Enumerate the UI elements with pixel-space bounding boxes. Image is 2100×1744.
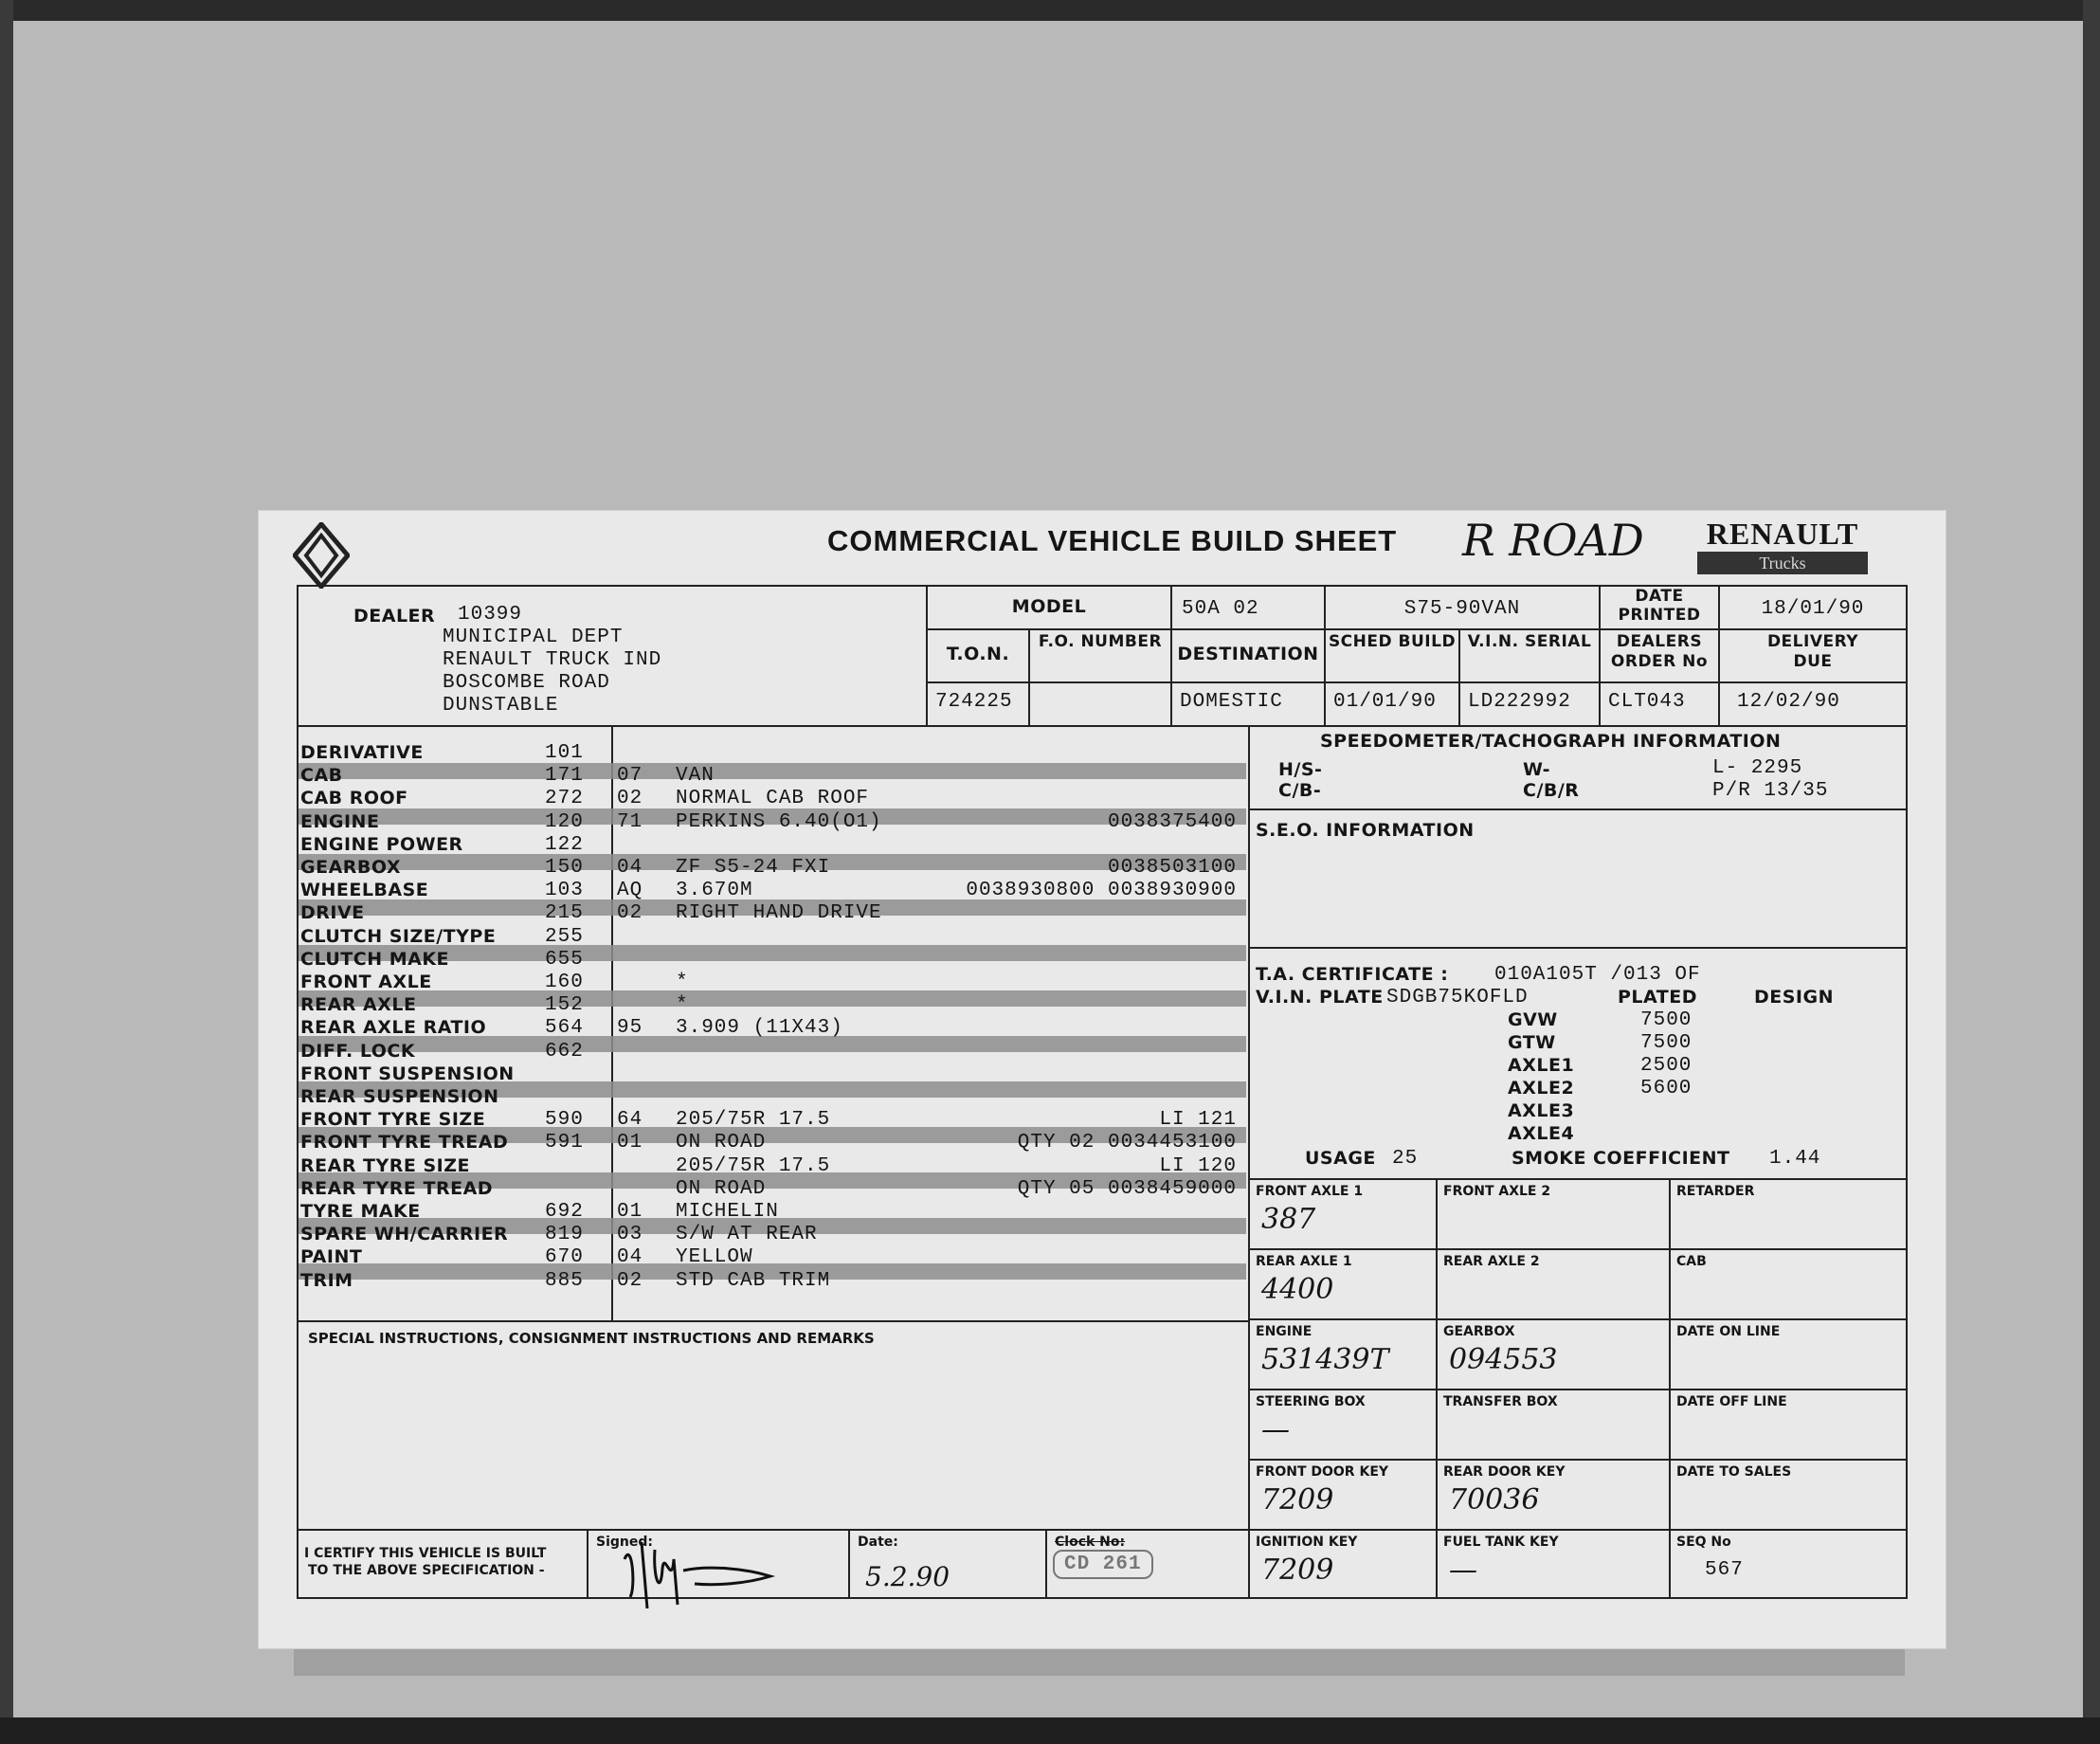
spec-row-label: TYRE MAKE <box>300 1201 421 1222</box>
grid-cell-label: IGNITION KEY <box>1256 1535 1358 1550</box>
speedo-hs: H/S- <box>1278 759 1323 780</box>
spec-row-description: RIGHT HAND DRIVE <box>676 902 882 924</box>
speedo-w: W- <box>1523 759 1550 780</box>
speedo-title: SPEEDOMETER/TACHOGRAPH INFORMATION <box>1320 731 1782 752</box>
spec-row-label: DRIVE <box>300 902 365 923</box>
renault-trucks-logo: RENAULT Trucks <box>1697 517 1868 574</box>
grid-cell-label: FRONT DOOR KEY <box>1256 1464 1389 1480</box>
smoke-coefficient-label: SMOKE COEFFICIENT <box>1512 1148 1730 1169</box>
spec-row-description: ON ROAD <box>676 1178 767 1200</box>
spec-row-label: CLUTCH SIZE/TYPE <box>300 926 497 947</box>
spec-row-code: 885 <box>545 1270 584 1292</box>
smoke-coefficient-value: 1.44 <box>1769 1148 1821 1170</box>
spec-row-description: ZF S5-24 FXI <box>676 857 831 879</box>
grid-cell-label: DATE OFF LINE <box>1676 1394 1787 1409</box>
plated-label: PLATED <box>1618 987 1697 1008</box>
destination-value: DOMESTIC <box>1180 691 1283 713</box>
spec-row-description: * <box>676 994 689 1016</box>
grid-cell-label: DATE ON LINE <box>1676 1324 1781 1339</box>
grid-cell-value: — <box>1449 1553 1477 1587</box>
spec-row-part-number: 0038375400 <box>1107 811 1237 833</box>
spec-row-code: 564 <box>545 1017 584 1039</box>
spec-row-part-number: 0038930800 0038930900 <box>966 880 1237 901</box>
dealers-order-label: DEALERS ORDER No <box>1610 632 1709 671</box>
dealer-label: DEALER <box>353 606 436 627</box>
grid-cell-label: REAR AXLE 2 <box>1443 1254 1540 1269</box>
plated-weight-value: 7500 <box>1640 1009 1693 1031</box>
spec-row-description: ON ROAD <box>676 1132 767 1154</box>
scan-right-edge <box>2083 0 2100 1744</box>
scan-left-edge <box>0 0 13 1744</box>
spec-row-label: PAINT <box>300 1246 363 1267</box>
spec-row-label: ENGINE <box>300 811 380 832</box>
plated-weight-value: 5600 <box>1640 1078 1693 1099</box>
spec-row-code: 120 <box>545 811 584 833</box>
spec-row-label: WHEELBASE <box>300 880 429 900</box>
spec-row-code: 101 <box>545 742 584 764</box>
spec-row-label: REAR SUSPENSION <box>300 1086 499 1107</box>
grid-cell-label: SEQ No <box>1676 1535 1731 1550</box>
rule <box>1248 1318 1908 1320</box>
spec-row-label: FRONT TYRE SIZE <box>300 1109 486 1130</box>
sched-build-label: SCHED BUILD <box>1328 632 1457 651</box>
model-label: MODEL <box>1011 596 1087 617</box>
spec-row-code: 152 <box>545 994 584 1016</box>
grid-cell-value: 094553 <box>1449 1343 1558 1376</box>
rule <box>926 681 1908 683</box>
spec-row-option: 07 <box>617 765 643 787</box>
date-label: Date: <box>858 1535 898 1550</box>
spec-row-label: REAR TYRE SIZE <box>300 1155 471 1176</box>
design-label: DESIGN <box>1754 987 1835 1008</box>
spec-row-label: DIFF. LOCK <box>300 1041 416 1062</box>
grid-cell-value: 70036 <box>1449 1483 1540 1517</box>
spec-row-option: 02 <box>617 902 643 924</box>
grid-cell-label: FRONT AXLE 1 <box>1256 1184 1364 1199</box>
spec-row-code: 150 <box>545 857 584 879</box>
grid-cell-value: 7209 <box>1261 1483 1334 1517</box>
grid-cell-label: RETARDER <box>1676 1184 1755 1199</box>
spec-row-label: REAR AXLE <box>300 994 417 1015</box>
dealer-address-line: MUNICIPAL DEPT <box>443 627 624 648</box>
spec-row-part-number: QTY 02 0034453100 <box>1017 1132 1237 1154</box>
spec-row-label: CAB <box>300 765 343 786</box>
plated-weight-label: AXLE4 <box>1508 1123 1575 1144</box>
handwritten-signature <box>604 1531 793 1610</box>
dealers-order-value: CLT043 <box>1608 691 1686 713</box>
spec-row-description: NORMAL CAB ROOF <box>676 788 870 809</box>
usage-label: USAGE <box>1305 1148 1376 1169</box>
row-shading <box>299 763 1246 779</box>
spec-row-code: 215 <box>545 902 584 924</box>
spec-row-option: 03 <box>617 1224 643 1245</box>
spec-row-option: 02 <box>617 788 643 809</box>
usage-value: 25 <box>1392 1148 1419 1170</box>
seo-title: S.E.O. INFORMATION <box>1256 820 1475 841</box>
dealer-number: 10399 <box>458 604 523 626</box>
spec-row-option: 71 <box>617 811 643 833</box>
plated-weight-label: GVW <box>1508 1009 1558 1030</box>
spec-row-part-number: QTY 05 0038459000 <box>1017 1178 1237 1200</box>
grid-cell-label: DATE TO SALES <box>1676 1464 1792 1480</box>
date-printed-label: DATE PRINTED <box>1618 587 1701 625</box>
spec-row-label: TRIM <box>300 1270 353 1291</box>
rule <box>1248 947 1908 949</box>
dealer-address-line: DUNSTABLE <box>443 695 559 717</box>
scan-bottom-edge <box>0 1717 2100 1744</box>
model-code: 50A 02 <box>1182 598 1259 620</box>
plated-weight-label: GTW <box>1508 1032 1556 1053</box>
rule <box>1248 1178 1908 1180</box>
build-sheet <box>258 510 1946 1649</box>
vin-serial-value: LD222992 <box>1468 691 1571 713</box>
spec-row-description: STD CAB TRIM <box>676 1270 831 1292</box>
certify-date-value: 5.2.90 <box>865 1561 950 1592</box>
spec-row-code: 655 <box>545 949 584 971</box>
spec-row-option: 64 <box>617 1109 643 1131</box>
spec-row-label: REAR AXLE RATIO <box>300 1017 487 1038</box>
spec-row-code: 103 <box>545 880 584 901</box>
rule <box>587 1529 588 1597</box>
grid-cell-value: 387 <box>1261 1203 1316 1236</box>
date-printed-value: 18/01/90 <box>1761 598 1865 620</box>
handwritten-road-note: R ROAD <box>1462 515 1644 566</box>
speedo-l: L- 2295 <box>1712 757 1803 779</box>
spec-row-code: 590 <box>545 1109 584 1131</box>
grid-cell-label: TRANSFER BOX <box>1443 1394 1558 1409</box>
spec-row-option: 01 <box>617 1132 643 1154</box>
grid-cell-label: FUEL TANK KEY <box>1443 1535 1559 1550</box>
grid-cell-value: 531439T <box>1261 1343 1389 1376</box>
ta-certificate-label: T.A. CERTIFICATE : <box>1256 964 1449 985</box>
row-shading <box>299 990 1246 1007</box>
spec-row-code: 670 <box>545 1246 584 1268</box>
grid-cell-label: CAB <box>1676 1254 1707 1269</box>
spec-row-code: 160 <box>545 972 584 993</box>
grid-cell-label: STEERING BOX <box>1256 1394 1366 1409</box>
spec-row-description: 3.909 (11X43) <box>676 1017 843 1039</box>
spec-row-code: 819 <box>545 1224 584 1245</box>
spec-row-code: 692 <box>545 1201 584 1223</box>
spec-row-option: 04 <box>617 1246 643 1268</box>
plated-weight-label: AXLE1 <box>1508 1055 1575 1076</box>
spec-row-description: * <box>676 972 689 993</box>
speedo-cbr: C/B/R <box>1523 780 1580 801</box>
rule <box>1248 1389 1908 1390</box>
vin-serial-label: V.I.N. SERIAL <box>1467 632 1592 651</box>
spec-row-option: 02 <box>617 1270 643 1292</box>
plated-weight-label: AXLE2 <box>1508 1078 1575 1099</box>
dealer-address-line: BOSCOMBE ROAD <box>443 672 610 694</box>
spec-row-label: CAB ROOF <box>300 788 408 808</box>
clock-number-stamp: CD 261 <box>1053 1550 1153 1579</box>
ta-certificate-value: 010A105T /013 OF <box>1494 964 1701 986</box>
grid-cell-value: 7209 <box>1261 1553 1334 1587</box>
spec-row-option: 04 <box>617 857 643 879</box>
rule <box>1248 1248 1908 1250</box>
rule <box>1045 1529 1047 1597</box>
spec-row-part-number: LI 120 <box>1159 1155 1237 1177</box>
spec-row-description: 205/75R 17.5 <box>676 1155 831 1177</box>
spec-row-code: 122 <box>545 834 584 856</box>
delivery-due-label: DELIVERY DUE <box>1766 632 1859 671</box>
ton-value: 724225 <box>935 691 1013 713</box>
rule <box>1248 725 1250 1597</box>
destination-label: DESTINATION <box>1177 644 1319 664</box>
spec-row-label: FRONT SUSPENSION <box>300 1063 515 1084</box>
spec-row-label: DERIVATIVE <box>300 742 424 763</box>
plated-weight-label: AXLE3 <box>1508 1100 1575 1121</box>
rule <box>848 1529 850 1597</box>
spec-row-label: FRONT TYRE TREAD <box>300 1132 509 1153</box>
fo-number-label: F.O. NUMBER <box>1038 632 1163 651</box>
plated-weight-value: 7500 <box>1640 1032 1693 1054</box>
rule <box>297 1320 1250 1322</box>
grid-cell-label: FRONT AXLE 2 <box>1443 1184 1551 1199</box>
spec-row-option: 95 <box>617 1017 643 1039</box>
spec-row-code: 171 <box>545 765 584 787</box>
rule <box>1248 1459 1908 1461</box>
spec-row-description: MICHELIN <box>676 1201 779 1223</box>
spec-row-label: ENGINE POWER <box>300 834 463 855</box>
ton-label: T.O.N. <box>946 644 1010 664</box>
grid-cell-label: GEARBOX <box>1443 1324 1515 1339</box>
rule <box>1669 1178 1671 1597</box>
spec-row-option: 01 <box>617 1201 643 1223</box>
rule <box>297 1597 1908 1599</box>
spec-row-description: 205/75R 17.5 <box>676 1109 831 1131</box>
certify-text-line1: I CERTIFY THIS VEHICLE IS BUILT <box>304 1546 547 1561</box>
spec-row-label: REAR TYRE TREAD <box>300 1178 494 1199</box>
signed-label: Signed: <box>596 1535 653 1550</box>
dealer-address-line: RENAULT TRUCK IND <box>443 649 662 671</box>
sheet-shadow <box>294 1647 1905 1676</box>
plated-weight-value: 2500 <box>1640 1055 1693 1077</box>
grid-cell-value: 567 <box>1705 1559 1744 1581</box>
rule <box>926 628 1908 630</box>
spec-row-description: 3.670M <box>676 880 753 901</box>
spec-row-part-number: 0038503100 <box>1107 857 1237 879</box>
spec-row-label: SPARE WH/CARRIER <box>300 1224 509 1244</box>
spec-row-description: S/W AT REAR <box>676 1224 818 1245</box>
rule <box>297 725 1908 727</box>
spec-row-code: 662 <box>545 1041 584 1063</box>
spec-row-description: PERKINS 6.40(O1) <box>676 811 882 833</box>
grid-cell-label: REAR AXLE 1 <box>1256 1254 1352 1269</box>
spec-row-part-number: LI 121 <box>1159 1109 1237 1131</box>
spec-row-label: FRONT AXLE <box>300 972 432 992</box>
rule <box>1906 585 1908 1599</box>
spec-row-code: 255 <box>545 926 584 948</box>
remarks-label: SPECIAL INSTRUCTIONS, CONSIGNMENT INSTRUCTIONS AND REMARKS <box>308 1330 875 1347</box>
page-title: COMMERCIAL VEHICLE BUILD SHEET <box>827 524 1398 557</box>
model-name: S75-90VAN <box>1403 598 1521 620</box>
vin-plate-label: V.I.N. PLATE <box>1256 987 1384 1008</box>
grid-cell-label: REAR DOOR KEY <box>1443 1464 1566 1480</box>
delivery-due-value: 12/02/90 <box>1737 691 1840 713</box>
rule <box>1436 1178 1438 1597</box>
rule <box>1248 808 1908 810</box>
clock-no-label: Clock No: <box>1055 1535 1126 1550</box>
spec-row-description: YELLOW <box>676 1246 753 1268</box>
grid-cell-label: ENGINE <box>1256 1324 1312 1339</box>
sched-build-value: 01/01/90 <box>1333 691 1437 713</box>
rule <box>1248 1529 1908 1531</box>
speedo-cb: C/B- <box>1278 780 1322 801</box>
spec-row-label: CLUTCH MAKE <box>300 949 450 970</box>
spec-row-code: 591 <box>545 1132 584 1154</box>
spec-row-code: 272 <box>545 788 584 809</box>
certify-text-line2: TO THE ABOVE SPECIFICATION - <box>308 1563 545 1578</box>
renault-diamond-logo <box>293 522 350 589</box>
spec-row-option: AQ <box>617 880 643 901</box>
grid-cell-value: — <box>1261 1413 1290 1446</box>
spec-row-description: VAN <box>676 765 715 787</box>
spec-row-label: GEARBOX <box>300 857 402 878</box>
grid-cell-value: 4400 <box>1261 1273 1334 1306</box>
vin-plate-value: SDGB75KOFLD <box>1386 987 1529 1008</box>
scan-top-edge <box>0 0 2100 21</box>
speedo-pr: P/R 13/35 <box>1712 780 1829 802</box>
